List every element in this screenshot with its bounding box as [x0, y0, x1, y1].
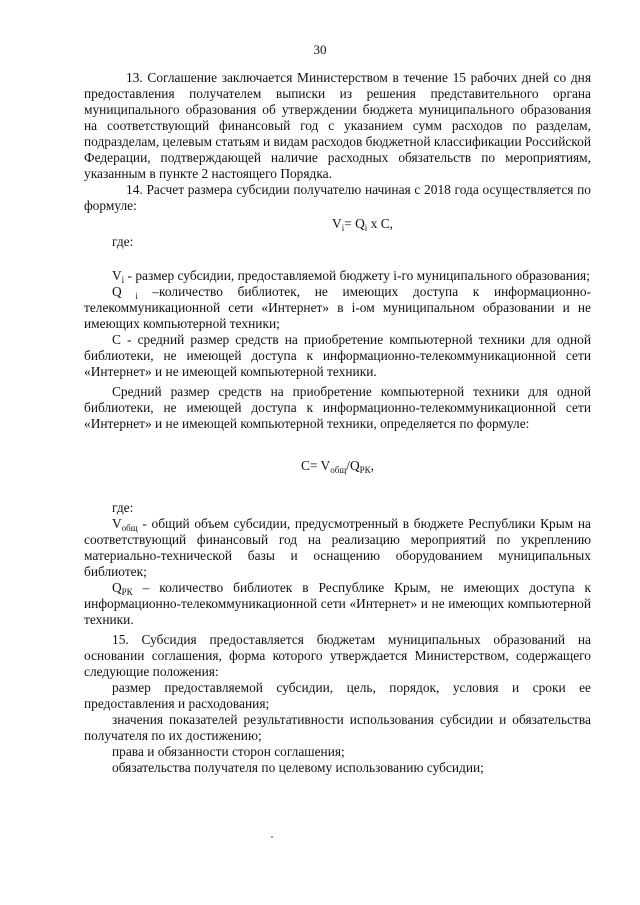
provision-item: значения показателей результативности использования субсидии и обязательства получателя по их достижению;	[84, 712, 591, 743]
definition-vobsh-text: - общий объем субсидии, предусмотренный в бюджете Республики Крым на соответствующий финансовый год на реализацию мероприятий по укреплению материально-технической базы и оснащению оборудованием муниципальных библиотек;	[84, 516, 591, 579]
definition-qi-subscript: i	[121, 291, 138, 301]
formula-v: V	[332, 216, 342, 231]
formula-rest: х C,	[367, 216, 393, 231]
document-body	[84, 70, 591, 776]
formula-average	[84, 458, 591, 474]
formula2-v-subscript: общ	[330, 465, 347, 475]
formula-q-subscript: i	[364, 223, 368, 233]
formula-v-subscript: i	[341, 223, 345, 233]
paragraph-14: 14. Расчет размера субсидии получателю начиная с 2018 года осуществляется по формуле:	[84, 182, 591, 213]
provision-item: обязательства получателя по целевому использованию субсидии;	[112, 760, 484, 775]
formula2-q-subscript: РК	[359, 465, 371, 475]
paragraph-average: Средний размер средств на приобретение компьютерной техники для одной библиотеки, не имеющей доступа к информационно-телекоммуникационной сети «Интернет» и не имеющей компьютерной техники, определяется по формуле:	[84, 384, 591, 431]
provision-item: права и обязанности сторон соглашения;	[112, 744, 345, 759]
formula2-slash-q: /Q	[346, 458, 360, 473]
definition-vobsh-subscript: общ	[121, 523, 138, 533]
definition-qrk-subscript: РК	[121, 587, 133, 597]
definition-vi-subscript: i	[121, 275, 125, 285]
scan-artifact	[271, 836, 273, 838]
definition-qrk-symbol: Q	[112, 580, 122, 595]
definition-qi-text: –количество библиотек, не имеющих доступа к информационно-телекоммуникационной сети «Интернет» в i-ом муниципальном образовании и не имеющих компьютерной техники;	[84, 284, 591, 331]
definition-vobsh-symbol: V	[112, 516, 122, 531]
definition-c: С - средний размер средств на приобретение компьютерной техники для одной библиотеки, не имеющей доступа к информационно-телекоммуникационной сети «Интернет» и не имеющей компьютерной техники.	[84, 332, 591, 379]
formula-eq-q: = Q	[344, 216, 365, 231]
definition-vi-text: - размер субсидии, предоставляемой бюджету i-го муниципального образования;	[124, 268, 590, 283]
where-label-2: где:	[112, 500, 134, 515]
formula2-end: ,	[370, 458, 375, 473]
definition-vi-symbol: V	[112, 268, 122, 283]
definition-qi	[84, 284, 591, 332]
provision-item: размер предоставляемой субсидии, цель, порядок, условия и сроки ее предоставления и расходования;	[84, 680, 591, 711]
formula-subsidy	[84, 216, 591, 232]
paragraph-13: 13. Соглашение заключается Министерством в течение 15 рабочих дней со дня предоставления получателем выписки из решения представительного органа муниципального образования об утверждении бюджета муниципального образования на соответствующий финансовый год с указанием сумм расходов по разделам, подразделам, целевым статьям и видам расходов бюджетной классификации Российской Федерации, подтверждающей наличие расходных обязательств по мероприятиям, указанным в пункте 2 настоящего Порядка.	[84, 70, 591, 181]
formula2-c: C= V	[300, 458, 331, 473]
definition-qrk	[84, 580, 591, 628]
definition-qrk-text: – количество библиотек в Республике Крым, не имеющих доступа к информационно-телекоммуникационной сети «Интернет» и не имеющих компьютерной техники.	[84, 580, 591, 627]
definition-vobsh	[84, 516, 591, 580]
definition-vi	[84, 268, 591, 284]
definition-qi-symbol: Q	[112, 284, 122, 299]
where-label-1: где:	[112, 234, 134, 249]
paragraph-15: 15. Субсидия предоставляется бюджетам муниципальных образований на основании соглашения, форма которого утверждается Министерством, содержащего следующие положения:	[84, 632, 591, 679]
page-number: 30	[313, 42, 327, 57]
